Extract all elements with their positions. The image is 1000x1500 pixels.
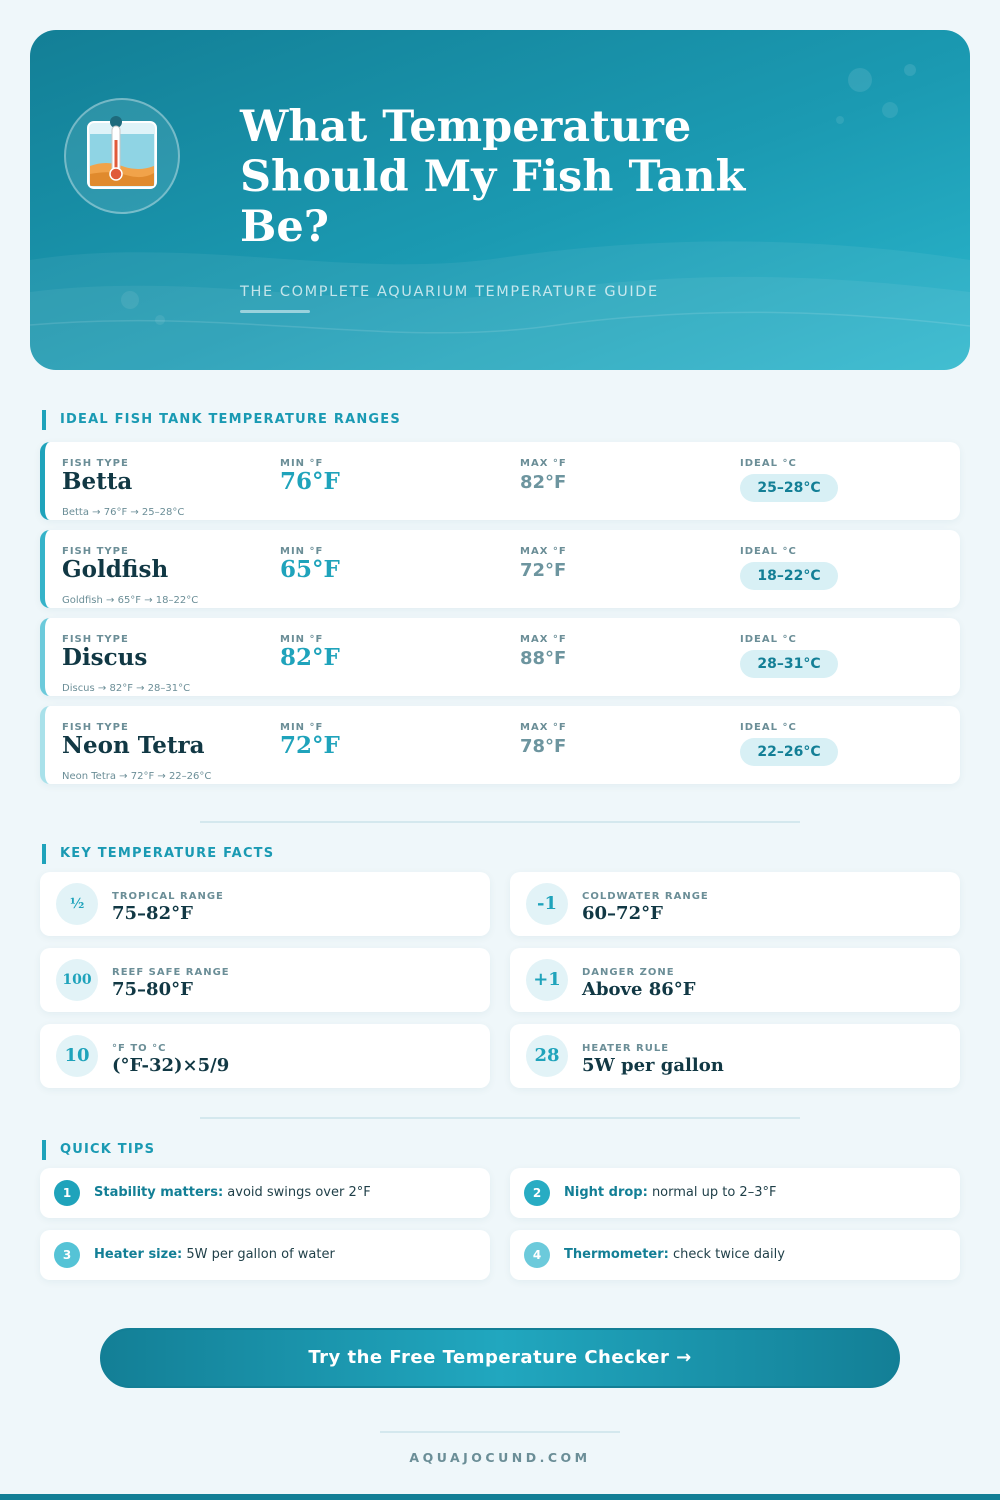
fish-name: Goldfish — [62, 556, 169, 583]
fact-value: 60–72°F — [582, 903, 663, 924]
tip-number: 4 — [524, 1242, 550, 1268]
ideal-label: IDEAL °C — [740, 634, 797, 645]
max-temp: 88°F — [520, 648, 567, 669]
fact-badge: 28 — [526, 1035, 568, 1077]
fact-card — [40, 1024, 490, 1088]
ideal-temp-badge: 18–22°C — [740, 562, 838, 590]
fish-name: Discus — [62, 644, 148, 671]
min-temp: 82°F — [280, 644, 340, 671]
fact-badge: +1 — [526, 959, 568, 1001]
min-temp: 65°F — [280, 556, 340, 583]
table-row — [40, 530, 960, 608]
ideal-label: IDEAL °C — [740, 458, 797, 469]
tip-body: check twice daily — [672, 1247, 785, 1262]
min-label: MIN °F — [280, 722, 324, 733]
section-divider — [200, 1117, 800, 1119]
fact-badge: ½ — [56, 883, 98, 925]
fish-name: Betta — [62, 468, 133, 495]
aquarium-thermometer-icon — [64, 98, 180, 214]
tip-text — [94, 1185, 371, 1200]
bottom-bar — [0, 1494, 1000, 1500]
fish-type-label: FISH TYPE — [62, 634, 129, 645]
fact-card — [510, 1024, 960, 1088]
fact-value: 75–80°F — [112, 979, 193, 1000]
max-temp: 72°F — [520, 560, 567, 581]
fact-badge: 100 — [56, 959, 98, 1001]
ideal-label: IDEAL °C — [740, 722, 797, 733]
fact-label: TROPICAL RANGE — [112, 891, 224, 902]
tip-title: Heater size: — [94, 1247, 183, 1262]
facts-heading: KEY TEMPERATURE FACTS — [42, 844, 274, 864]
conversion-note: Discus → 82°F → 28–31°C — [62, 683, 191, 694]
tip-text — [564, 1247, 785, 1262]
fact-value: 75–82°F — [112, 903, 193, 924]
tip-card — [40, 1230, 490, 1280]
max-label: MAX °F — [520, 634, 567, 645]
temperature-checker-button[interactable]: Try the Free Temperature Checker → — [100, 1328, 900, 1388]
min-label: MIN °F — [280, 546, 324, 557]
min-temp: 76°F — [280, 468, 340, 495]
tip-text — [94, 1247, 335, 1262]
max-temp: 78°F — [520, 736, 567, 757]
conversion-note: Goldfish → 65°F → 18–22°C — [62, 595, 199, 606]
ideal-temp-badge: 28–31°C — [740, 650, 838, 678]
conversion-note: Betta → 76°F → 25–28°C — [62, 507, 185, 518]
tip-body: 5W per gallon of water — [186, 1247, 335, 1262]
fact-label: DANGER ZONE — [582, 967, 675, 978]
min-label: MIN °F — [280, 458, 324, 469]
tip-number: 2 — [524, 1180, 550, 1206]
table-row — [40, 618, 960, 696]
ideal-temp-badge: 22–26°C — [740, 738, 838, 766]
fish-name: Neon Tetra — [62, 732, 205, 759]
tip-body: avoid swings over 2°F — [227, 1185, 371, 1200]
fact-value: 5W per gallon — [582, 1055, 724, 1076]
fact-badge: 10 — [56, 1035, 98, 1077]
min-temp: 72°F — [280, 732, 340, 759]
fact-card — [510, 948, 960, 1012]
tip-title: Thermometer: — [564, 1247, 669, 1262]
tips-heading: QUICK TIPS — [42, 1140, 155, 1160]
fact-card — [40, 948, 490, 1012]
footer-brand[interactable]: AQUAJOCUND.COM — [409, 1450, 591, 1465]
ranges-heading: IDEAL FISH TANK TEMPERATURE RANGES — [42, 410, 401, 430]
fact-card — [40, 872, 490, 936]
ideal-label: IDEAL °C — [740, 546, 797, 557]
fact-badge: -1 — [526, 883, 568, 925]
min-label: MIN °F — [280, 634, 324, 645]
tip-text — [564, 1185, 776, 1200]
page-title: What Temperature Should My Fish Tank Be? — [240, 102, 746, 252]
page-subtitle: THE COMPLETE AQUARIUM TEMPERATURE GUIDE — [240, 284, 659, 300]
fish-type-label: FISH TYPE — [62, 722, 129, 733]
section-divider — [200, 821, 800, 823]
subtitle-underline — [240, 310, 310, 313]
tip-title: Night drop: — [564, 1185, 648, 1200]
tip-number: 3 — [54, 1242, 80, 1268]
fact-label: COLDWATER RANGE — [582, 891, 709, 902]
fact-value: Above 86°F — [582, 979, 696, 1000]
fact-card — [510, 872, 960, 936]
max-temp: 82°F — [520, 472, 567, 493]
tip-title: Stability matters: — [94, 1185, 224, 1200]
table-row — [40, 706, 960, 784]
fact-value: (°F-32)×5/9 — [112, 1055, 230, 1076]
fish-type-label: FISH TYPE — [62, 458, 129, 469]
fact-label: HEATER RULE — [582, 1043, 670, 1054]
tip-number: 1 — [54, 1180, 80, 1206]
max-label: MAX °F — [520, 722, 567, 733]
fact-label: REEF SAFE RANGE — [112, 967, 230, 978]
max-label: MAX °F — [520, 546, 567, 557]
tip-card — [510, 1168, 960, 1218]
fact-label: °F TO °C — [112, 1043, 167, 1054]
hero-banner — [30, 30, 970, 370]
tip-card — [510, 1230, 960, 1280]
fish-type-label: FISH TYPE — [62, 546, 129, 557]
tip-card — [40, 1168, 490, 1218]
ideal-temp-badge: 25–28°C — [740, 474, 838, 502]
table-row — [40, 442, 960, 520]
conversion-note: Neon Tetra → 72°F → 22–26°C — [62, 771, 212, 782]
footer-divider — [380, 1431, 620, 1433]
max-label: MAX °F — [520, 458, 567, 469]
tip-body: normal up to 2–3°F — [651, 1185, 777, 1200]
